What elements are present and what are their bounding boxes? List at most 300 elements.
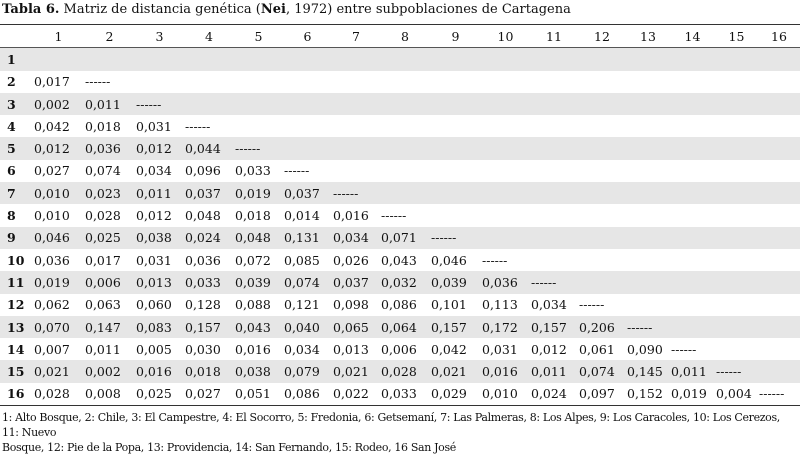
table-cell <box>234 71 283 93</box>
row-label-13: 13 <box>7 319 25 335</box>
footnote-line-2: Bosque, 12: Pie de la Popa, 13: Providencia, 14: San Fernando, 15: Rodeo, 16 San José <box>2 441 456 454</box>
table-cell: 0,046 <box>34 230 70 246</box>
table-cell: 0,074 <box>579 364 615 380</box>
table-cell: 0,157 <box>185 319 221 335</box>
table-cell <box>715 227 758 249</box>
table-cell <box>234 93 283 115</box>
table-cell: 0,071 <box>381 230 417 246</box>
table-cell <box>332 137 380 159</box>
table-cell: 0,074 <box>284 274 320 290</box>
table-cell: 0,157 <box>531 319 567 335</box>
row-label-15: 15 <box>7 364 25 380</box>
table-cell: 0,011 <box>136 185 172 201</box>
table-cell <box>332 48 380 71</box>
table-cell <box>758 294 800 316</box>
table-cell <box>670 271 715 293</box>
table-cell: 0,014 <box>284 208 320 224</box>
row-label-10: 10 <box>7 252 25 268</box>
table-cell <box>670 204 715 226</box>
table-row <box>0 249 800 271</box>
table-cell: 0,033 <box>185 274 221 290</box>
table-cell: ------ <box>482 252 508 268</box>
table-row <box>0 160 800 182</box>
table-cell <box>380 115 430 137</box>
table-cell: ------ <box>284 163 310 179</box>
table-cell <box>578 271 626 293</box>
row-label-12: 12 <box>7 297 25 313</box>
table-cell: 0,033 <box>380 383 430 406</box>
table-cell <box>430 137 481 159</box>
table-cell: 0,064 <box>381 319 417 335</box>
table-cell <box>578 48 626 71</box>
table-cell <box>332 160 380 182</box>
table-row <box>0 115 800 137</box>
table-cell: 0,036 <box>85 141 121 157</box>
table-cell <box>481 71 530 93</box>
table-cell: 0,085 <box>284 252 320 268</box>
table-cell <box>481 137 530 159</box>
table-cell: 0,157 <box>431 319 467 335</box>
table-cell: 0,018 <box>185 364 221 380</box>
table-cell: 0,038 <box>235 364 271 380</box>
table-cell: 0,025 <box>85 230 121 246</box>
table-cell: 0,043 <box>235 319 271 335</box>
table-cell: 0,012 <box>136 141 172 157</box>
table-cell: 0,206 <box>579 319 615 335</box>
table-cell <box>670 249 715 271</box>
table-cell: 0,012 <box>136 208 172 224</box>
table-cell <box>758 338 800 360</box>
table-cell: 0,060 <box>136 297 172 313</box>
caption-text-after: , 1972) entre subpoblaciones de Cartagena <box>285 2 571 17</box>
table-body <box>0 48 800 406</box>
row-label-8: 8 <box>7 208 16 224</box>
caption-label: Tabla 6. <box>2 2 60 17</box>
table-cell: 0,013 <box>333 341 369 357</box>
table-cell <box>481 93 530 115</box>
table-cell: 0,010 <box>34 185 70 201</box>
caption-text-before: Matriz de distancia genética ( <box>59 2 261 17</box>
table-cell: 0,030 <box>185 341 221 357</box>
table-cell: 0,011 <box>85 341 121 357</box>
table-cell <box>530 137 578 159</box>
table-cell: 0,131 <box>284 230 320 246</box>
table-cell <box>715 137 758 159</box>
table-cell <box>626 294 670 316</box>
table-cell: ------ <box>579 297 605 313</box>
table-cell <box>530 115 578 137</box>
table-cell <box>626 227 670 249</box>
table-cell: 0,036 <box>34 252 70 268</box>
table-cell <box>626 204 670 226</box>
table-row <box>0 316 800 338</box>
table-cell: 0,032 <box>381 274 417 290</box>
table-cell: 0,010 <box>34 208 70 224</box>
table-row <box>0 294 800 316</box>
table-cell <box>758 316 800 338</box>
table-cell: 0,070 <box>34 319 70 335</box>
table-cell <box>670 160 715 182</box>
table-cell <box>758 360 800 382</box>
table-cell <box>626 249 670 271</box>
table-cell: ------ <box>85 74 111 90</box>
column-header-3: 3 <box>135 25 184 48</box>
table-cell: 0,034 <box>284 341 320 357</box>
table-cell: 0,145 <box>627 364 663 380</box>
table-cell <box>670 71 715 93</box>
table-cell: 0,012 <box>531 341 567 357</box>
table-cell: 0,019 <box>34 274 70 290</box>
table-cell <box>758 227 800 249</box>
column-header-12: 12 <box>578 25 626 48</box>
table-cell: 0,098 <box>333 297 369 313</box>
table-cell <box>670 115 715 137</box>
table-cell: 0,031 <box>482 341 518 357</box>
table-cell <box>332 93 380 115</box>
table-cell: 0,079 <box>284 364 320 380</box>
table-cell <box>430 93 481 115</box>
table-cell <box>626 160 670 182</box>
column-header-16: 16 <box>758 25 800 48</box>
table-cell <box>578 204 626 226</box>
table-cell <box>430 160 481 182</box>
table-cell <box>578 137 626 159</box>
table-row <box>0 204 800 226</box>
table-cell <box>758 271 800 293</box>
table-cell: 0,121 <box>284 297 320 313</box>
table-cell: 0,152 <box>626 383 670 406</box>
table-cell <box>530 249 578 271</box>
table-cell: 0,128 <box>185 297 221 313</box>
table-cell: 0,074 <box>85 163 121 179</box>
table-cell: 0,147 <box>85 319 121 335</box>
table-cell: 0,006 <box>85 274 121 290</box>
table-caption <box>2 2 571 18</box>
table-cell <box>715 48 758 71</box>
table-cell <box>481 182 530 204</box>
table-cell <box>33 48 84 71</box>
table-cell: 0,017 <box>85 252 121 268</box>
table-cell: 0,096 <box>185 163 221 179</box>
table-cell <box>670 182 715 204</box>
table-cell: 0,006 <box>381 341 417 357</box>
table-cell: 0,101 <box>431 297 467 313</box>
column-header-11: 11 <box>530 25 578 48</box>
table-cell: 0,016 <box>136 364 172 380</box>
row-label-16: 16 <box>0 383 33 406</box>
table-cell: 0,021 <box>34 364 70 380</box>
column-header-9: 9 <box>430 25 481 48</box>
table-cell <box>670 294 715 316</box>
table-cell: 0,113 <box>482 297 518 313</box>
table-cell: 0,062 <box>34 297 70 313</box>
column-header-10: 10 <box>481 25 530 48</box>
table-cell <box>135 71 184 93</box>
table-cell: 0,016 <box>482 364 518 380</box>
table-cell <box>626 182 670 204</box>
table-cell: 0,021 <box>431 364 467 380</box>
table-cell: 0,040 <box>284 319 320 335</box>
table-cell <box>715 93 758 115</box>
table-cell: 0,065 <box>333 319 369 335</box>
table-cell <box>670 48 715 71</box>
table-cell <box>530 204 578 226</box>
table-cell: ------ <box>185 118 211 134</box>
table-row <box>0 71 800 93</box>
table-cell: 0,072 <box>235 252 271 268</box>
table-cell <box>184 93 234 115</box>
table-cell <box>380 182 430 204</box>
table-cell <box>626 137 670 159</box>
table-cell: ------ <box>136 96 162 112</box>
row-label-6: 6 <box>7 163 16 179</box>
table-cell: 0,088 <box>235 297 271 313</box>
column-header-8: 8 <box>380 25 430 48</box>
table-cell: 0,042 <box>431 341 467 357</box>
table-cell: 0,018 <box>235 208 271 224</box>
table-row <box>0 360 800 382</box>
table-cell <box>481 115 530 137</box>
row-label-2: 2 <box>7 74 16 90</box>
table-cell: 0,018 <box>85 118 121 134</box>
table-cell <box>626 71 670 93</box>
table-cell <box>670 137 715 159</box>
table-cell: 0,034 <box>333 230 369 246</box>
table-cell: 0,019 <box>235 185 271 201</box>
table-cell: 0,063 <box>85 297 121 313</box>
table-cell <box>530 71 578 93</box>
table-cell <box>135 48 184 71</box>
table-cell <box>715 249 758 271</box>
table-cell: 0,034 <box>531 297 567 313</box>
table-cell: ------ <box>381 208 407 224</box>
table-cell: 0,043 <box>381 252 417 268</box>
table-cell: 0,026 <box>333 252 369 268</box>
table-cell: 0,024 <box>185 230 221 246</box>
table-cell: 0,017 <box>34 74 70 90</box>
table-cell: 0,016 <box>333 208 369 224</box>
table-row <box>0 182 800 204</box>
table-cell: 0,090 <box>627 341 663 357</box>
table-cell <box>578 93 626 115</box>
table-cell <box>481 227 530 249</box>
table-cell <box>758 48 800 71</box>
table-cell: 0,008 <box>84 383 135 406</box>
table-cell: 0,028 <box>33 383 84 406</box>
table-cell: 0,031 <box>136 118 172 134</box>
table-cell: 0,086 <box>283 383 332 406</box>
table-cell <box>234 48 283 71</box>
table-cell: 0,023 <box>85 185 121 201</box>
table-cell: 0,036 <box>185 252 221 268</box>
column-header-2: 2 <box>84 25 135 48</box>
table-footnote <box>2 410 798 455</box>
table-cell: ------ <box>671 341 697 357</box>
table-cell <box>715 71 758 93</box>
table-cell <box>380 93 430 115</box>
table-cell <box>430 182 481 204</box>
table-cell: 0,039 <box>431 274 467 290</box>
table-cell <box>578 71 626 93</box>
table-cell <box>380 137 430 159</box>
table-cell <box>758 71 800 93</box>
table-cell: 0,083 <box>136 319 172 335</box>
row-label-9: 9 <box>7 230 16 246</box>
column-header-4: 4 <box>184 25 234 48</box>
table-cell <box>481 48 530 71</box>
table-row <box>0 93 800 115</box>
table-cell <box>578 115 626 137</box>
table-cell: 0,051 <box>234 383 283 406</box>
table-cell: 0,046 <box>431 252 467 268</box>
table-cell: 0,019 <box>670 383 715 406</box>
row-label-14: 14 <box>7 341 25 357</box>
table-cell <box>380 48 430 71</box>
table-cell: 0,037 <box>333 274 369 290</box>
table-cell <box>758 249 800 271</box>
table-cell <box>670 316 715 338</box>
table-cell: 0,002 <box>85 364 121 380</box>
table-cell <box>578 182 626 204</box>
table-cell <box>380 71 430 93</box>
table-cell <box>715 160 758 182</box>
table-cell: 0,011 <box>531 364 567 380</box>
table-cell: 0,007 <box>34 341 70 357</box>
table-cell <box>430 48 481 71</box>
column-header-7: 7 <box>332 25 380 48</box>
row-label-4: 4 <box>7 118 16 134</box>
table-cell <box>184 48 234 71</box>
table-cell <box>578 227 626 249</box>
table-cell <box>283 71 332 93</box>
table-cell <box>430 115 481 137</box>
distance-matrix-table <box>0 24 800 406</box>
row-label-5: 5 <box>7 141 16 157</box>
table-cell: 0,027 <box>34 163 70 179</box>
table-cell: 0,031 <box>136 252 172 268</box>
table-cell: 0,034 <box>136 163 172 179</box>
table-cell <box>758 137 800 159</box>
table-cell: 0,011 <box>671 364 707 380</box>
table-cell <box>530 182 578 204</box>
table-cell: 0,013 <box>136 274 172 290</box>
table-cell: 0,042 <box>34 118 70 134</box>
table-cell <box>715 316 758 338</box>
header-corner <box>0 25 33 48</box>
table-cell: 0,010 <box>481 383 530 406</box>
table-cell <box>715 115 758 137</box>
table-cell: 0,037 <box>185 185 221 201</box>
table-cell <box>283 137 332 159</box>
table-cell <box>715 182 758 204</box>
table-row <box>0 383 800 406</box>
table-cell: 0,036 <box>482 274 518 290</box>
table-cell: 0,012 <box>34 141 70 157</box>
table-cell: 0,029 <box>430 383 481 406</box>
table-cell: 0,044 <box>185 141 221 157</box>
table-cell <box>283 48 332 71</box>
table-cell: 0,004 <box>715 383 758 406</box>
column-header-13: 13 <box>626 25 670 48</box>
column-header-5: 5 <box>234 25 283 48</box>
table-cell <box>481 204 530 226</box>
table-cell: ------ <box>716 364 742 380</box>
table-cell <box>380 160 430 182</box>
table-cell: ------ <box>758 383 800 406</box>
table-cell <box>758 93 800 115</box>
table-cell <box>283 93 332 115</box>
caption-author: Nei <box>260 2 286 17</box>
table-cell: 0,028 <box>381 364 417 380</box>
table-cell: 0,048 <box>185 208 221 224</box>
table-cell <box>283 115 332 137</box>
table-cell: ------ <box>627 319 653 335</box>
table-cell: 0,024 <box>530 383 578 406</box>
column-header-15: 15 <box>715 25 758 48</box>
table-cell <box>626 271 670 293</box>
table-cell: ------ <box>531 274 557 290</box>
table-cell: 0,002 <box>34 96 70 112</box>
table-cell: 0,172 <box>482 319 518 335</box>
table-cell <box>530 48 578 71</box>
table-cell <box>84 48 135 71</box>
table-cell: 0,037 <box>284 185 320 201</box>
table-cell <box>715 271 758 293</box>
table-cell: 0,039 <box>235 274 271 290</box>
table-cell <box>670 227 715 249</box>
table-cell <box>626 48 670 71</box>
table-cell <box>715 204 758 226</box>
table-cell <box>184 71 234 93</box>
table-cell: 0,048 <box>235 230 271 246</box>
table-cell <box>758 182 800 204</box>
table-cell <box>578 160 626 182</box>
table-cell <box>715 294 758 316</box>
table-cell: 0,016 <box>235 341 271 357</box>
table-cell <box>530 93 578 115</box>
table-cell <box>578 249 626 271</box>
table-row <box>0 227 800 249</box>
table-cell <box>670 93 715 115</box>
table-cell <box>758 204 800 226</box>
table-cell: 0,022 <box>332 383 380 406</box>
table-row <box>0 338 800 360</box>
table-cell: ------ <box>431 230 457 246</box>
footnote-line-1: 1: Alto Bosque, 2: Chile, 3: El Campestre, 4: El Socorro, 5: Fredonia, 6: Getsemaní, 7: Las Palmeras, 8: Los Alpes, 9: Los Caracoles, 10: Los Cerezos, 11: Nuevo <box>2 411 780 439</box>
row-label-7: 7 <box>7 185 16 201</box>
column-header-1: 1 <box>33 25 84 48</box>
table-cell: 0,025 <box>135 383 184 406</box>
table-cell <box>758 160 800 182</box>
table-cell <box>626 93 670 115</box>
column-header-6: 6 <box>283 25 332 48</box>
table-cell <box>332 115 380 137</box>
table-cell: 0,038 <box>136 230 172 246</box>
row-label-3: 3 <box>7 96 16 112</box>
table-cell: 0,011 <box>85 96 121 112</box>
table-row <box>0 271 800 293</box>
table-cell <box>430 204 481 226</box>
table-header-row <box>0 25 800 48</box>
row-label-1: 1 <box>7 51 16 67</box>
table-cell <box>234 115 283 137</box>
table-cell: 0,027 <box>184 383 234 406</box>
table-cell: 0,061 <box>579 341 615 357</box>
row-label-11: 11 <box>7 274 25 290</box>
table-row <box>0 137 800 159</box>
table-cell: 0,086 <box>381 297 417 313</box>
table-cell: 0,028 <box>85 208 121 224</box>
